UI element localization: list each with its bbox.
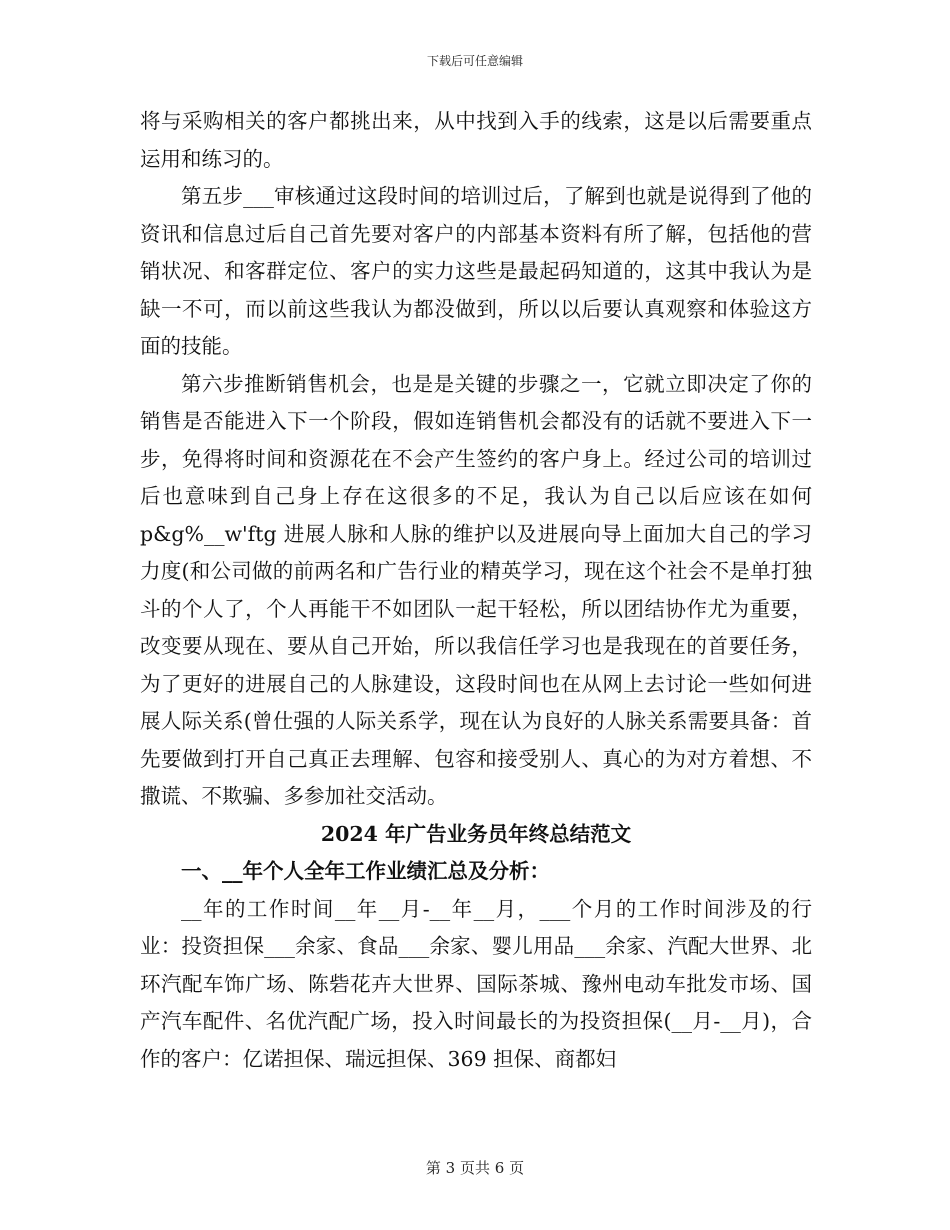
page-header: 下载后可任意编辑 bbox=[426, 54, 523, 68]
section-heading: 一、__年个人全年工作业绩汇总及分析： bbox=[181, 859, 550, 883]
page-footer: 第 3 页共 6 页 bbox=[425, 1159, 525, 1177]
document-body bbox=[140, 103, 812, 1078]
document-title: 2024 年广告业务员年终总结范文 bbox=[320, 821, 632, 846]
paragraph-1: 将与采购相关的客户都挑出来，从中找到入手的线索，这是以后需要重点运用和练习的。 bbox=[140, 109, 812, 171]
paragraph-3: 第六步推断销售机会，也是是关键的步骤之一，它就立即决定了你的销售是否能进入下一个阶段，假如连销售机会都没有的话就不要进入下一步，免得将时间和资源花在不会产生签约的客户身上。经过公司的培训过后也意味到自己身上存在这很多的不足，我认为自己以后应该在如何 p&g%__w'ftg 进展人脉和人脉的维护以及进展向导上面加大自己的学习力度(和公司做的前两名和广告行业的精英学习，现在这个社会不是单打独斗的个人了，个人再能干不如团队一起干轻松，所以团结协作尤为重要，改变要从现在、要从自己开始，所以我信任学习也是我现在的首要任务，为了更好的进展自己的人脉建设，这段时间也在从网上去讨论一些如何进展人际关系(曾仕强的人际关系学，现在认为良好的人脉关系需要具备：首先要做到打开自己真正去理解、包容和接受别人、真心的为对方着想、不撒谎、不欺骗、多参加社交活动。 bbox=[140, 371, 812, 808]
section-paragraph: __年的工作时间__年__月-__年__月，___个月的工作时间涉及的行业：投资担保___余家、食品___余家、婴儿用品___余家、汽配大世界、北环汽配车饰广场、陈砦花卉大世界、国际茶城、豫州电动车批发市场、国产汽车配件、名优汽配广场，投入时间最长的为投资担保(__月-__月)，合作的客户：亿诺担保、瑞远担保、369 担保、商都妇 bbox=[140, 896, 812, 1071]
paragraph-2: 第五步___审核通过这段时间的培训过后，了解到也就是说得到了他的资讯和信息过后自己首先要对客户的内部基本资料有所了解，包括他的营销状况、和客群定位、客户的实力这些是最起码知道的，这其中我认为是缺一不可，而以前这些我认为都没做到，所以以后要认真观察和体验这方面的技能。 bbox=[140, 184, 812, 358]
